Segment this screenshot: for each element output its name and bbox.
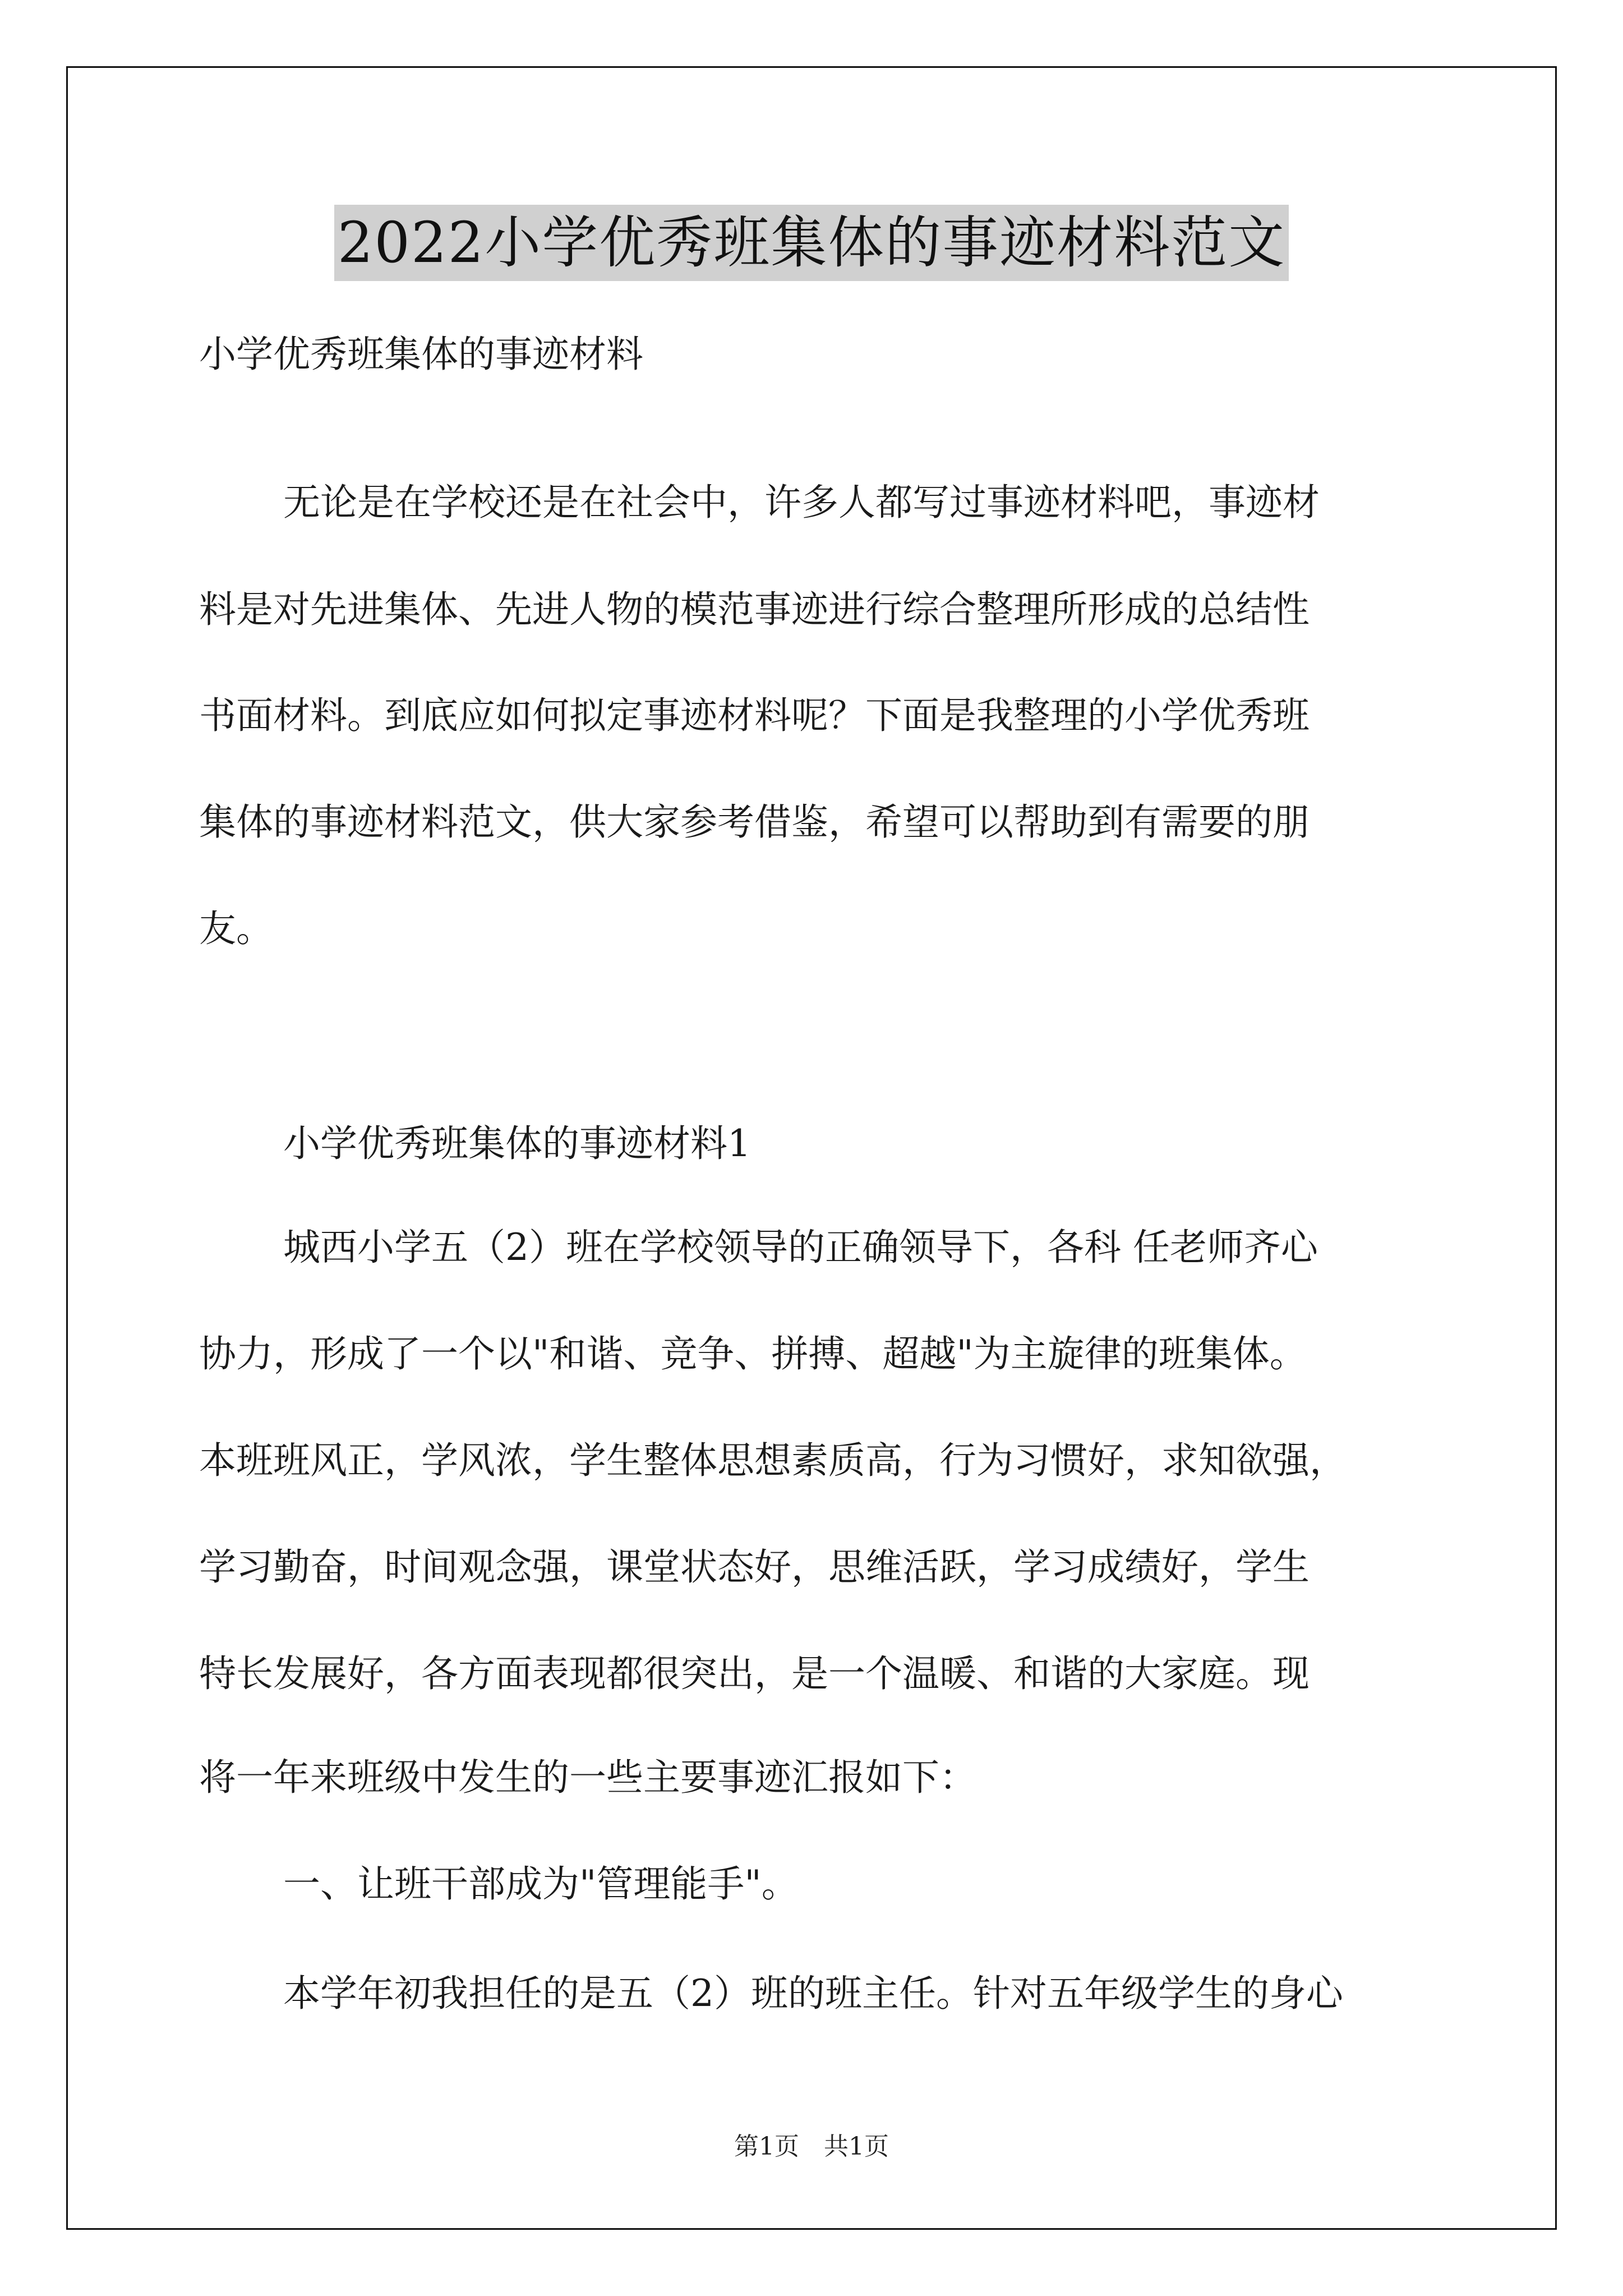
section-heading [199, 324, 1424, 378]
text-line: 一、让班干部成为"管理能手"。 [283, 1862, 799, 1906]
text-line: 集体的事迹材料范文，供大家参考借鉴，希望可以帮助到有需要的朋 [199, 800, 1310, 844]
document-title: 2022小学优秀班集体的事迹材料范文 [334, 205, 1289, 281]
text-line: 特长发展好，各方面表现都很突出，是一个温暖、和谐的大家庭。现 [199, 1652, 1310, 1695]
text-line: 书面材料。到底应如何拟定事迹材料呢？下面是我整理的小学优秀班 [199, 694, 1310, 737]
text-line: 学习勤奋，时间观念强，课堂状态好，思维活跃，学习成绩好，学生 [199, 1545, 1310, 1589]
subtitle-text: 小学优秀班集体的事迹材料 [199, 333, 643, 376]
text-line: 友。 [199, 907, 273, 950]
text-line: 本班班风正，学风浓，学生整体思想素质高，行为习惯好，求知欲强， [199, 1439, 1347, 1482]
text-line: 城西小学五（2）班在学校领导的正确领导下，各科 任老师齐心 [283, 1226, 1318, 1269]
text-line: 协力，形成了一个以"和谐、竞争、拼搏、超越"为主旋律的班集体。 [199, 1332, 1307, 1375]
page-number: 第1页 共1页 [734, 2132, 889, 2161]
text-line: 本学年初我担任的是五（2）班的班主任。针对五年级学生的身心 [283, 1972, 1343, 2015]
page-footer [0, 2126, 1623, 2162]
text-line: 无论是在学校还是在社会中，许多人都写过事迹材料吧，事迹材 [283, 481, 1320, 524]
text-line: 料是对先进集体、先进人物的模范事迹进行综合整理所形成的总结性 [199, 588, 1310, 631]
title-container [0, 205, 1623, 281]
text-line: 小学优秀班集体的事迹材料1 [283, 1122, 751, 1165]
text-line: 将一年来班级中发生的一些主要事迹汇报如下： [199, 1756, 976, 1799]
